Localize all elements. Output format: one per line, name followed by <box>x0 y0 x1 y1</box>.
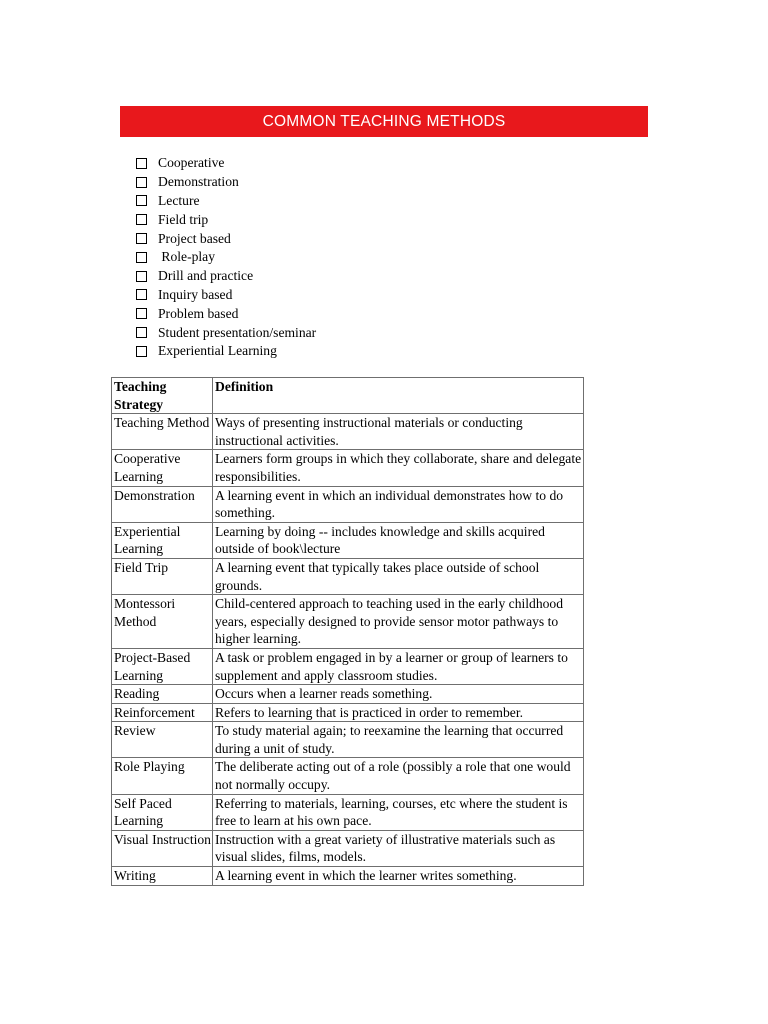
method-label: Drill and practice <box>158 268 254 284</box>
list-item <box>136 323 316 342</box>
checkbox-icon <box>136 233 147 244</box>
list-item <box>136 304 316 323</box>
table-row <box>112 703 584 722</box>
method-label: Experiential Learning <box>158 343 277 359</box>
table-row <box>112 414 584 450</box>
definition-cell: Instruction with a great variety of illustrative materials such as visual slides, films, models. <box>213 830 584 866</box>
definition-cell: Learners form groups in which they collaborate, share and delegate responsibilities. <box>213 450 584 486</box>
strategy-cell: Self Paced Learning <box>112 794 213 830</box>
list-item <box>136 229 316 248</box>
list-item <box>136 342 316 361</box>
method-label: Lecture <box>158 192 200 208</box>
checkbox-icon <box>136 158 147 169</box>
table-row <box>112 450 584 486</box>
checkbox-icon <box>136 346 147 357</box>
checkbox-icon <box>136 177 147 188</box>
definition-cell: Learning by doing -- includes knowledge and skills acquired outside of book\lecture <box>213 522 584 558</box>
checkbox-icon <box>136 252 147 263</box>
table-row <box>112 867 584 886</box>
table-row <box>112 758 584 794</box>
table-row <box>112 722 584 758</box>
teaching-methods-list <box>136 154 316 361</box>
checkbox-icon <box>136 289 147 300</box>
method-label: Project based <box>158 230 231 246</box>
table-row <box>112 830 584 866</box>
definition-cell: Child-centered approach to teaching used in the early childhood years, especially designed to provide sensor motor pathways to higher learning. <box>213 595 584 649</box>
definition-cell: A task or problem engaged in by a learner or group of learners to supplement and apply classroom studies. <box>213 648 584 684</box>
list-item <box>136 210 316 229</box>
header-definition: Definition <box>213 378 584 414</box>
table-row <box>112 595 584 649</box>
list-item <box>136 192 316 211</box>
table-row <box>112 486 584 522</box>
definition-cell: Occurs when a learner reads something. <box>213 685 584 704</box>
strategy-cell: Demonstration <box>112 486 213 522</box>
method-label: Student presentation/seminar <box>158 324 317 340</box>
definition-cell: A learning event in which an individual demonstrates how to do something. <box>213 486 584 522</box>
method-label: Demonstration <box>158 174 239 190</box>
list-item <box>136 248 316 267</box>
list-item <box>136 286 316 305</box>
method-label: Cooperative <box>158 155 225 171</box>
table-row <box>112 794 584 830</box>
strategy-cell: Experiential Learning <box>112 522 213 558</box>
method-label: Problem based <box>158 305 239 321</box>
table-row <box>112 685 584 704</box>
strategy-cell: Montessori Method <box>112 595 213 649</box>
table-row <box>112 522 584 558</box>
strategy-cell: Role Playing <box>112 758 213 794</box>
list-item <box>136 154 316 173</box>
checkbox-icon <box>136 214 147 225</box>
method-label: Field trip <box>158 211 209 227</box>
table-row <box>112 558 584 594</box>
list-item <box>136 267 316 286</box>
strategy-cell: Reinforcement <box>112 703 213 722</box>
method-label: Role-play <box>158 249 216 265</box>
definition-cell: Refers to learning that is practiced in order to remember. <box>213 703 584 722</box>
strategy-cell: Field Trip <box>112 558 213 594</box>
page-title: COMMON TEACHING METHODS <box>262 112 506 130</box>
strategy-cell: Teaching Method <box>112 414 213 450</box>
strategy-definition-table <box>111 377 584 886</box>
checkbox-icon <box>136 271 147 282</box>
strategy-cell: Writing <box>112 867 213 886</box>
definition-cell: To study material again; to reexamine the learning that occurred during a unit of study. <box>213 722 584 758</box>
strategy-cell: Project-Based Learning <box>112 648 213 684</box>
strategy-cell: Cooperative Learning <box>112 450 213 486</box>
checkbox-icon <box>136 327 147 338</box>
title-banner <box>120 106 648 137</box>
strategy-cell: Reading <box>112 685 213 704</box>
header-teaching-strategy: Teaching Strategy <box>112 378 213 414</box>
definition-cell: Ways of presenting instructional materials or conducting instructional activities. <box>213 414 584 450</box>
table-row <box>112 648 584 684</box>
strategy-cell: Visual Instruction <box>112 830 213 866</box>
definition-cell: The deliberate acting out of a role (possibly a role that one would not normally occupy. <box>213 758 584 794</box>
checkbox-icon <box>136 308 147 319</box>
definition-cell: A learning event that typically takes place outside of school grounds. <box>213 558 584 594</box>
definition-cell: Referring to materials, learning, courses, etc where the student is free to learn at his own pace. <box>213 794 584 830</box>
method-label: Inquiry based <box>158 286 233 302</box>
strategy-cell: Review <box>112 722 213 758</box>
checkbox-icon <box>136 195 147 206</box>
definition-cell: A learning event in which the learner writes something. <box>213 867 584 886</box>
list-item <box>136 173 316 192</box>
table-header-row <box>112 378 584 414</box>
